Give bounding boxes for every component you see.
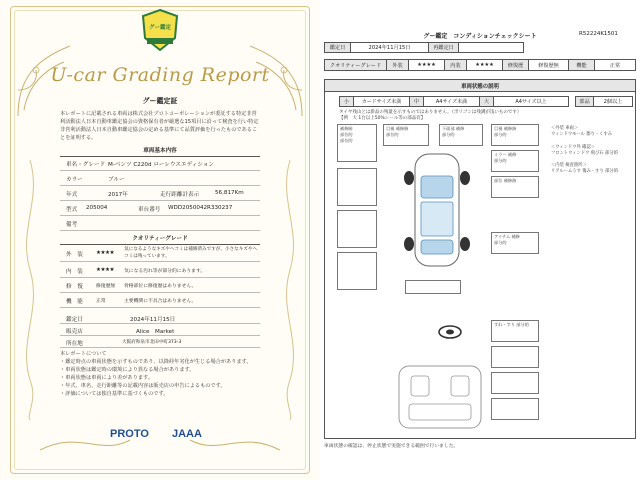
quality-grade: 正常 <box>96 299 106 304</box>
damage-box: 補修跡 部位的 部位的 <box>337 124 377 162</box>
row-color <box>60 171 260 186</box>
year-label: 年式 <box>66 192 78 198</box>
damage-box: ミラー 補修 部分的 <box>491 150 539 172</box>
row-model-chassis <box>60 201 260 216</box>
row-car-name <box>60 156 260 171</box>
size-cell: A4サイズ以上 <box>515 99 547 105</box>
address-value: 大阪府和泉市北田中町373-3 <box>122 340 182 345</box>
proto-logo: PROTO <box>110 428 149 440</box>
car-top-view-diagram <box>387 146 487 276</box>
condition-explanation <box>324 79 636 439</box>
sheet-footer-note: 車両状態の確認は、停止状態で実施できる範囲で行いました。 <box>324 444 459 449</box>
car-name-label: 車名・グレード <box>66 162 106 168</box>
shop-label: 販売店 <box>66 329 83 335</box>
row-remarks <box>60 216 260 231</box>
quality-desc: 気になるようなキズやヘコミは補修済みですが、小さなキズやヘコミは残っています。 <box>124 247 258 259</box>
size-legend <box>339 96 569 107</box>
note-item: ・年式、車名、走行距離等の記載内容は販売店の申告によるものです。 <box>60 383 226 389</box>
damage-box <box>491 372 539 394</box>
address-label: 所在地 <box>66 341 83 347</box>
quality-row-interior <box>60 263 260 278</box>
quality-label: 外 装 <box>66 252 83 258</box>
quality-row-function <box>60 293 260 308</box>
mileage-value: 56,817Km <box>215 190 244 196</box>
tire-note: タイヤ残山とは新品の残量を示すものではありません。（ポリゴンは残溝が浅いものです） <box>339 110 522 115</box>
example-note: 【例 大 1台以上50%シール等の部品有】 <box>339 116 426 121</box>
grade-cell: 修復歴無 <box>529 60 569 70</box>
quality-label: 修 復 <box>66 284 83 290</box>
quality-desc: 気になる汚れ等が部分的にあります。 <box>124 269 206 274</box>
size-cell: 大 <box>480 97 494 106</box>
chassis-label: 車台番号 <box>138 207 161 213</box>
size-cell: 中 <box>410 97 424 106</box>
notes-title: 本レポートについて <box>60 351 107 357</box>
grade-cell: 外装 <box>387 60 409 70</box>
car-name-value: M-ベンツ C220d ローレウスエディション <box>108 162 215 168</box>
explanation-title: 車両状態の説明 <box>325 80 635 92</box>
damage-box <box>491 346 539 368</box>
date-table <box>324 42 524 53</box>
note-item: ・車両状態は車両により差があります。 <box>60 375 153 381</box>
row-shop <box>60 325 260 336</box>
date-value: 2024年11月15日 <box>130 317 176 323</box>
sheet-recheck-label: 再鑑定日 <box>429 43 459 52</box>
quality-stars: ★★★★ <box>96 267 115 273</box>
quality-desc: 骨格部位に修復歴はありません。 <box>124 284 197 289</box>
grade-cell: 機能 <box>569 60 595 70</box>
note-item: ・鑑定時点の車両状態を示すものであり、以降経年劣化が生じる場合があります。 <box>60 359 252 365</box>
basic-section-title: 車両基本内容 <box>60 146 260 157</box>
damage-box: 部位 補修跡 <box>491 176 539 198</box>
glass-value: 2個以上 <box>603 99 623 105</box>
damage-box: すれ・すり 部分的 <box>491 320 539 342</box>
grade-cell: 正常 <box>609 62 621 69</box>
sheet-title: グー鑑定 コンディションチェックシート <box>423 33 537 40</box>
damage-box: 下面部 補修 部分的 <box>439 124 483 146</box>
condition-check-sheet <box>320 0 640 480</box>
color-label: カラー <box>66 177 83 183</box>
grade-cell: ★★★★ <box>409 60 445 70</box>
quality-section-title: クオリティーグレード <box>60 234 260 245</box>
quality-grade: 修復歴無 <box>96 284 116 289</box>
logo-bar <box>110 428 220 444</box>
size-cell: A4サイズ未満 <box>424 97 480 106</box>
steering-wheel-icon <box>437 324 463 340</box>
damage-box <box>405 280 461 294</box>
damage-box <box>337 210 377 248</box>
glass-label: 部品 <box>576 97 594 106</box>
sheet-date-label: 鑑定日 <box>325 43 351 52</box>
row-year-mileage <box>60 186 260 201</box>
row-inspection-date <box>60 313 260 324</box>
glass-table <box>575 96 633 107</box>
grade-cell: ★★★★ <box>467 60 503 70</box>
jaaa-logo: JAAA <box>172 428 202 440</box>
damage-box: 目視 補修跡 部分的 <box>491 124 539 146</box>
note-item: ・評価については独自基準に基づくものです。 <box>60 391 169 397</box>
damage-box <box>337 252 377 290</box>
certificate-notes <box>60 350 260 398</box>
color-value: ブルー <box>108 177 125 183</box>
grade-cell: 修復歴 <box>503 60 529 70</box>
mileage-label: 走行距離計表示 <box>160 192 200 198</box>
damage-box <box>337 168 377 206</box>
quality-desc: 主要機関に不具合はありません。 <box>124 299 197 304</box>
certificate-intro: 本レポートに記載される車両は株式会社プロトコーポレーションが委託する特定非営利活動法人日本自動車鑑定協会の資格保有者が厳選な15項目に沿って検査を行い特定非営利活動法人日本自動車鑑定協会の定める基準にて品質評価を行ったものであることを証明する。 <box>60 111 259 141</box>
damage-box: 目視 補修跡 部位的 <box>383 124 429 146</box>
inspection-side-note: ＜外装 車両＞ ウィンドウモール 擦り・くすみ ＜ウィンドウ外 確認＞ フロントウィンドウ 飛び石 部分的 ＜内装 検査箇所＞ リアルームうす 傷み・すり 部分的 <box>551 126 619 175</box>
date-label: 鑑定日 <box>66 317 83 323</box>
quality-stars: ★★★★ <box>96 250 115 256</box>
sheet-date-value: 2024年11月15日 <box>351 43 429 52</box>
sheet-doc-id: R52224K1501 <box>579 31 618 37</box>
certificate-title: U-car Grading Report <box>50 64 270 86</box>
quality-label: 機 能 <box>66 299 83 305</box>
note-item: ・車両状態は鑑定時の環境により異なる場合があります。 <box>60 367 195 373</box>
damage-box <box>491 398 539 420</box>
quality-label: 内 装 <box>66 269 83 275</box>
certificate-subtitle: グー鑑定証 <box>142 97 178 105</box>
year-value: 2017年 <box>108 192 128 198</box>
model-label: 型式 <box>66 207 78 213</box>
emblem-label: グー鑑定 <box>148 25 171 31</box>
quality-row-exterior <box>60 246 260 262</box>
remarks-label: 備考 <box>66 222 78 228</box>
flourish-right-side <box>274 160 304 420</box>
grade-cell: クオリティーグレード <box>325 60 387 70</box>
shop-value: Alice Market <box>136 329 175 335</box>
damage-box: アイテム 補修 部分的 <box>491 232 539 254</box>
chassis-value: WDD2050042R330237 <box>168 205 233 211</box>
car-interior-diagram <box>395 362 485 432</box>
grade-table <box>324 59 636 71</box>
model-value: 205004 <box>86 205 108 211</box>
sheet-recheck-value <box>459 43 523 52</box>
size-cell: カードサイズ未満 <box>354 97 410 106</box>
grade-cell: 内装 <box>445 60 467 70</box>
flourish-left-side <box>16 160 46 420</box>
row-address <box>60 337 260 348</box>
size-cell: 小 <box>340 97 354 106</box>
quality-row-repair <box>60 278 260 293</box>
